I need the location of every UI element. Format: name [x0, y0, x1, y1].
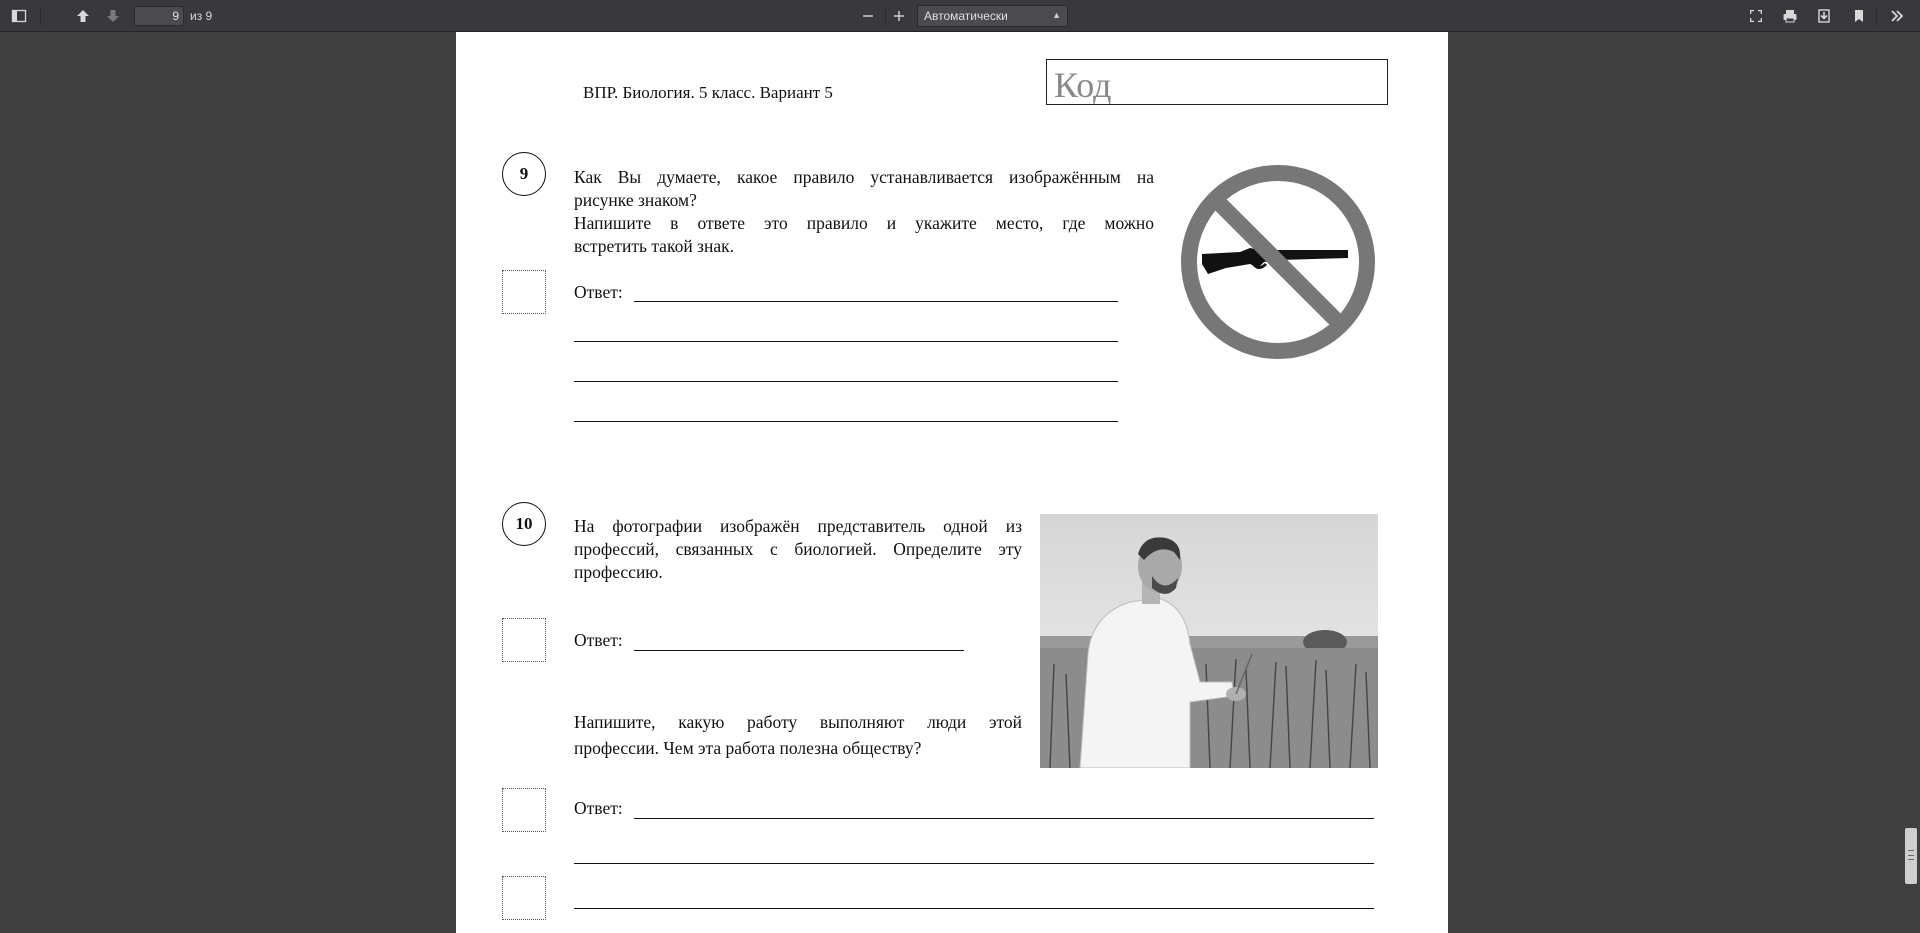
answer-line[interactable]: [634, 650, 964, 651]
document-header: ВПР. Биология. 5 класс. Вариант 5: [583, 83, 833, 102]
arrow-up-icon[interactable]: [70, 4, 96, 28]
answer-label: Ответ:: [574, 798, 623, 818]
toolbar-separator: [40, 7, 41, 25]
question-text-line: Напишите, какую работу выполняют люди этой: [574, 712, 1022, 732]
toolbar-separator: [1876, 7, 1877, 25]
score-box: [502, 618, 546, 662]
score-box: [502, 788, 546, 832]
pdf-toolbar: [0, 0, 1920, 32]
code-label: Код: [1054, 65, 1112, 105]
question-text-line: рисунке знаком?: [574, 190, 697, 210]
question-text-line: профессию.: [574, 562, 663, 582]
bookmark-icon[interactable]: [1846, 4, 1872, 28]
page-count-label: из 9: [190, 9, 213, 23]
question-number-10: 10: [502, 502, 546, 546]
zoom-select-value: Автоматически: [924, 9, 1008, 23]
question-text-line: Напишите в ответе это правило и укажите место, где можно: [574, 213, 1154, 233]
answer-label: Ответ:: [574, 630, 623, 650]
zoom-select[interactable]: [917, 5, 1068, 27]
question-text-line: встретить такой знак.: [574, 236, 734, 256]
question-text-line: профессий, связанных с биологией. Определите эту: [574, 539, 1022, 559]
answer-line[interactable]: [634, 818, 1374, 819]
sidebar-toggle-icon[interactable]: [6, 4, 32, 28]
answer-line[interactable]: [574, 381, 1118, 382]
answer-line[interactable]: [574, 908, 1374, 909]
vertical-scrollbar[interactable]: [1903, 32, 1920, 933]
question-10-text: [574, 515, 1022, 584]
code-box: [1046, 59, 1388, 105]
question-text-line: На фотографии изображён представитель одной из: [574, 516, 1022, 536]
question-text-line: профессии. Чем эта работа полезна обществу?: [574, 738, 922, 758]
answer-label: Ответ:: [574, 282, 623, 302]
arrow-down-icon[interactable]: [100, 4, 126, 28]
score-box: [502, 270, 546, 314]
no-hunting-sign-image: [1180, 164, 1376, 360]
fullscreen-icon[interactable]: [1743, 4, 1769, 28]
answer-line[interactable]: [574, 863, 1374, 864]
more-tools-icon[interactable]: [1884, 4, 1910, 28]
zoom-out-icon[interactable]: [855, 4, 881, 28]
question-number-9: 9: [502, 152, 546, 196]
page-number-input[interactable]: [134, 6, 184, 26]
question-10-subtext: [574, 709, 1022, 761]
answer-line[interactable]: [634, 301, 1118, 302]
zoom-in-icon[interactable]: [886, 4, 912, 28]
answer-line[interactable]: [574, 341, 1118, 342]
answer-line[interactable]: [574, 421, 1118, 422]
print-icon[interactable]: [1777, 4, 1803, 28]
score-box: [502, 876, 546, 920]
question-text-line: Как Вы думаете, какое правило устанавливается изображённым на: [574, 167, 1154, 187]
question-9-text: [574, 166, 1154, 258]
scientist-in-field-photo: [1040, 514, 1378, 768]
grip-icon: [1908, 850, 1914, 860]
pdf-page: [456, 32, 1448, 933]
chevron-down-icon: ▲: [1052, 10, 1061, 20]
download-icon[interactable]: [1811, 4, 1837, 28]
